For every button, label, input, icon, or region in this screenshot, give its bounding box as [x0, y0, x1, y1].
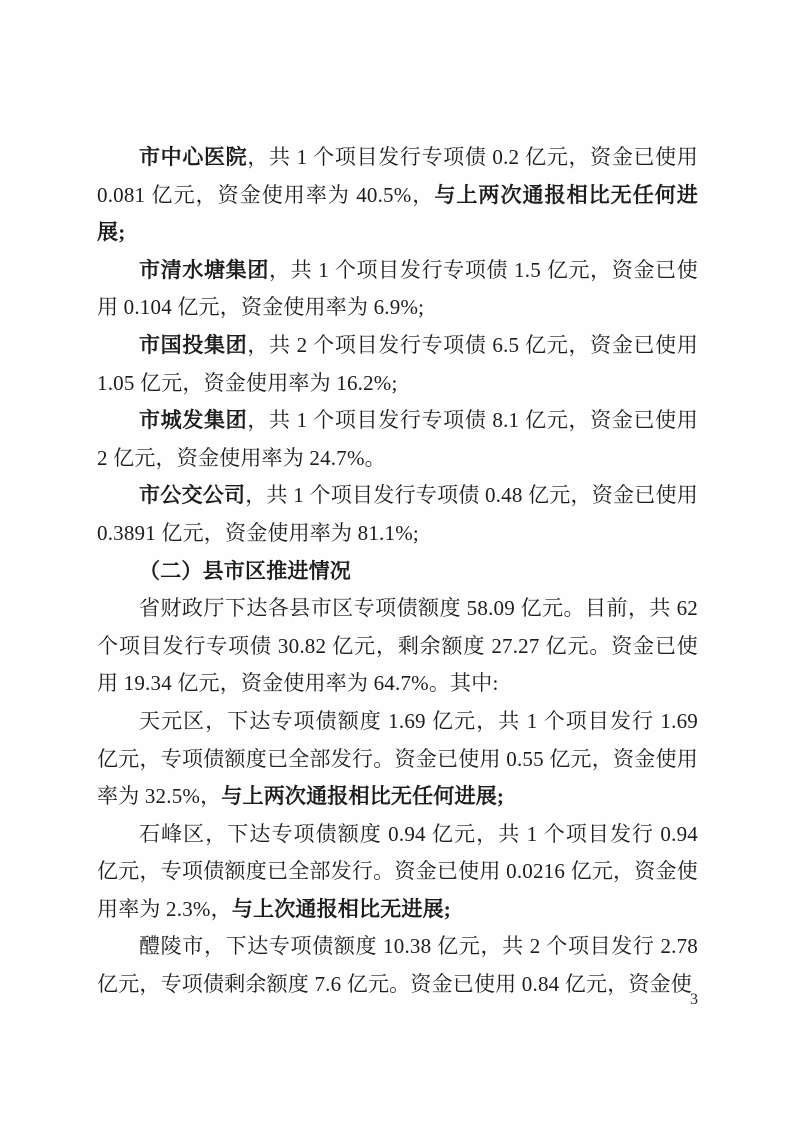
bold-text-run: 与上两次通报相比无任何进展; [221, 784, 505, 809]
bold-text-run: 与上两次通报相比无任何进展; [97, 182, 698, 245]
paragraph [97, 402, 698, 477]
text-run: ，共 1 个项目发行专项债 0.2 亿元，资金已使用 0.081 亿元，资金使用率为 40.5%， [97, 145, 699, 207]
text-run: 省财政厅下达各县市区专项债额度 58.09 亿元。目前，共 62 个项目发行专项债 30.82 亿元，剩余额度 27.27 亿元。资金已使用 19.34 亿元，资金使用率为 64.7%。其中: [97, 596, 698, 696]
bold-text-run: 市国投集团 [139, 332, 248, 357]
bold-text-run: 市清水塘集团 [139, 257, 269, 282]
paragraph [97, 477, 698, 552]
page-number: 3 [690, 991, 698, 1008]
document-body [97, 139, 698, 1004]
paragraph [97, 590, 698, 703]
text-run: ，共 1 个项目发行专项债 0.48 亿元，资金已使用 0.3891 亿元，资金使用率为 81.1%; [97, 483, 698, 545]
text-run: 石峰区，下达专项债额度 0.94 亿元，共 1 个项目发行 0.94 亿元，专项债额度已全部发行。资金已使用 0.0216 亿元，资金使用率为 2.3%， [97, 821, 698, 921]
paragraph [97, 252, 698, 327]
paragraph [97, 139, 698, 252]
text-run: ，共 2 个项目发行专项债 6.5 亿元，资金已使用 1.05 亿元，资金使用率为 16.2%; [97, 332, 699, 395]
text-run: ，共 1 个项目发行专项债 8.1 亿元，资金已使用 2 亿元，资金使用率为 24.7%。 [97, 408, 699, 470]
bold-text-run: 与上次通报相比无进展; [231, 896, 451, 921]
text-run: 醴陵市，下达专项债额度 10.38 亿元，共 2 个项目发行 2.78 亿元，专项债剩余额度 7.6 亿元。资金已使用 0.84 亿元，资金使 [97, 934, 698, 997]
section-heading [97, 553, 698, 591]
paragraph [97, 816, 698, 929]
bold-text-run: 市公交公司 [139, 483, 246, 508]
bold-text-run: 市城发集团 [139, 408, 248, 433]
bold-text-run: 市中心医院 [139, 145, 248, 169]
bold-text-run: （二）县市区推进情况 [139, 558, 351, 583]
text-run: ，共 1 个项目发行专项债 1.5 亿元，资金已使用 0.104 亿元，资金使用率为 6.9%; [97, 257, 698, 320]
paragraph [97, 327, 698, 402]
paragraph [97, 703, 698, 816]
text-run: 天元区，下达专项债额度 1.69 亿元，共 1 个项目发行 1.69 亿元，专项债额度已全部发行。资金已使用 0.55 亿元，资金使用率为 32.5%， [97, 708, 698, 809]
